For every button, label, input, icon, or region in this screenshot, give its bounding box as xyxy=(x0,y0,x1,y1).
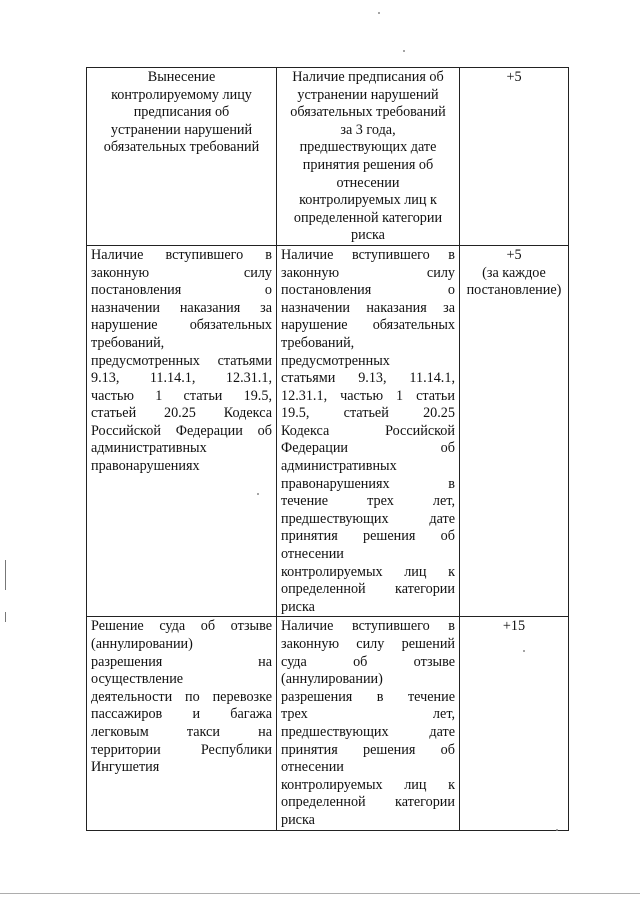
cell-line: риска xyxy=(281,811,315,828)
indicator-cell xyxy=(277,68,460,246)
cell-line: Российской Федерации об xyxy=(91,422,272,439)
cell-line: (аннулировании) xyxy=(91,636,193,652)
points-cell xyxy=(460,68,569,246)
criterion-cell xyxy=(87,245,277,616)
cell-line: предшествующих дате xyxy=(281,510,455,527)
cell-line: осуществление xyxy=(91,671,184,688)
cell-line: риска xyxy=(351,227,385,244)
cell-line: нарушение обязательных xyxy=(91,317,272,334)
cell-line: устранении нарушений xyxy=(110,121,253,138)
cell-line: 12.31.1, частью 1 статьи xyxy=(281,387,455,404)
cell-line: назначении наказания за xyxy=(281,299,455,316)
cell-line: 9.13, 11.14.1, 12.31.1, xyxy=(91,370,272,387)
cell-line: обязательных требований xyxy=(103,139,260,156)
cell-line: контролируемых лиц к xyxy=(299,192,437,209)
cell-line: Наличие предписания об xyxy=(292,69,444,85)
points-value: +15 xyxy=(502,618,526,635)
points-note: (за каждое xyxy=(482,264,546,281)
cell-line: Ингушетия xyxy=(91,759,160,776)
cell-line: пассажиров и багажа xyxy=(91,706,272,723)
points-cell xyxy=(460,245,569,616)
indicator-cell xyxy=(277,617,460,830)
cell-line: требований, xyxy=(281,334,355,351)
cell-line: нарушение обязательных xyxy=(281,317,455,334)
scan-edge-mark xyxy=(5,612,6,622)
cell-line: правонарушениях в xyxy=(281,475,455,492)
scan-edge-mark xyxy=(5,560,6,590)
cell-line: предусмотренных статьями xyxy=(91,352,272,369)
cell-line: Наличие вступившего в xyxy=(281,246,455,263)
cell-line: контролируемых лиц к xyxy=(281,563,455,580)
cell-line: правонарушениях xyxy=(91,458,200,475)
scan-speck xyxy=(556,829,558,831)
cell-line: статьей 20.25 Кодекса xyxy=(91,405,272,422)
cell-line: Решение суда об отзыве xyxy=(91,618,272,635)
cell-line: определенной категории xyxy=(281,794,455,811)
cell-line: разрешения на xyxy=(91,653,272,670)
cell-line: риска xyxy=(281,598,315,615)
cell-line: отнесении xyxy=(281,546,344,563)
cell-line: суда об отзыве xyxy=(281,653,455,670)
cell-line: отнесении xyxy=(281,759,344,776)
cell-line: (аннулировании) xyxy=(281,671,383,688)
cell-line: трех лет, xyxy=(281,706,455,723)
cell-line: предусмотренных xyxy=(281,352,390,369)
cell-line: Кодекса Российской xyxy=(281,422,455,439)
scan-speck xyxy=(257,493,259,495)
cell-line: разрешения в течение xyxy=(281,688,455,705)
indicator-cell xyxy=(277,245,460,616)
cell-line: устранении нарушений xyxy=(297,86,439,103)
cell-line: назначении наказания за xyxy=(91,299,272,316)
scan-edge-mark xyxy=(0,893,640,894)
cell-line: предписания об xyxy=(133,104,230,121)
table-row xyxy=(87,245,569,616)
cell-line: отнесении xyxy=(336,174,400,191)
scan-speck xyxy=(378,12,380,14)
cell-line: определенной категории xyxy=(281,581,455,598)
cell-line: обязательных требований xyxy=(290,104,446,121)
points-cell xyxy=(460,617,569,830)
cell-line: административных xyxy=(91,440,207,457)
cell-line: Наличие вступившего в xyxy=(281,618,455,635)
cell-line: контролируемых лиц к xyxy=(281,776,455,793)
cell-line: контролируемому лицу xyxy=(111,86,252,103)
cell-line: принятия решения об xyxy=(281,741,455,758)
cell-line: течение трех лет, xyxy=(281,493,455,510)
cell-line: Наличие вступившего в xyxy=(91,246,272,263)
table-row xyxy=(87,68,569,246)
cell-line: Вынесение xyxy=(147,69,216,85)
cell-line: законную силу решений xyxy=(281,636,455,652)
cell-line: частью 1 статьи 19.5, xyxy=(91,387,272,404)
points-note: постановление) xyxy=(466,282,562,299)
risk-criteria-table xyxy=(86,67,569,831)
cell-line: определенной категории xyxy=(293,209,443,226)
points-value: +5 xyxy=(506,246,522,263)
cell-line: постановления о xyxy=(91,282,272,299)
cell-line: административных xyxy=(281,458,397,475)
cell-line: предшествующих дате xyxy=(281,723,455,740)
criterion-cell xyxy=(87,617,277,830)
cell-line: легковым такси на xyxy=(91,723,272,740)
cell-line: требований, xyxy=(91,334,165,351)
cell-line: 19.5, статьей 20.25 xyxy=(281,405,455,422)
table-row xyxy=(87,617,569,830)
cell-line: предшествующих дате xyxy=(299,139,437,156)
cell-line: территории Республики xyxy=(91,741,272,758)
cell-line: статьями 9.13, 11.14.1, xyxy=(281,370,455,387)
cell-line: постановления о xyxy=(281,282,455,299)
cell-line: деятельности по перевозке xyxy=(91,688,272,705)
cell-line: принятия решения об xyxy=(281,528,455,545)
scan-speck xyxy=(523,650,525,652)
cell-line: за 3 года, xyxy=(340,121,396,138)
scan-speck xyxy=(403,50,405,52)
cell-line: Федерации об xyxy=(281,440,455,457)
cell-line: принятия решения об xyxy=(302,156,434,173)
cell-line: законную силу xyxy=(281,264,455,281)
points-value: +5 xyxy=(506,69,522,85)
cell-line: законную силу xyxy=(91,264,272,281)
criterion-cell xyxy=(87,68,277,246)
